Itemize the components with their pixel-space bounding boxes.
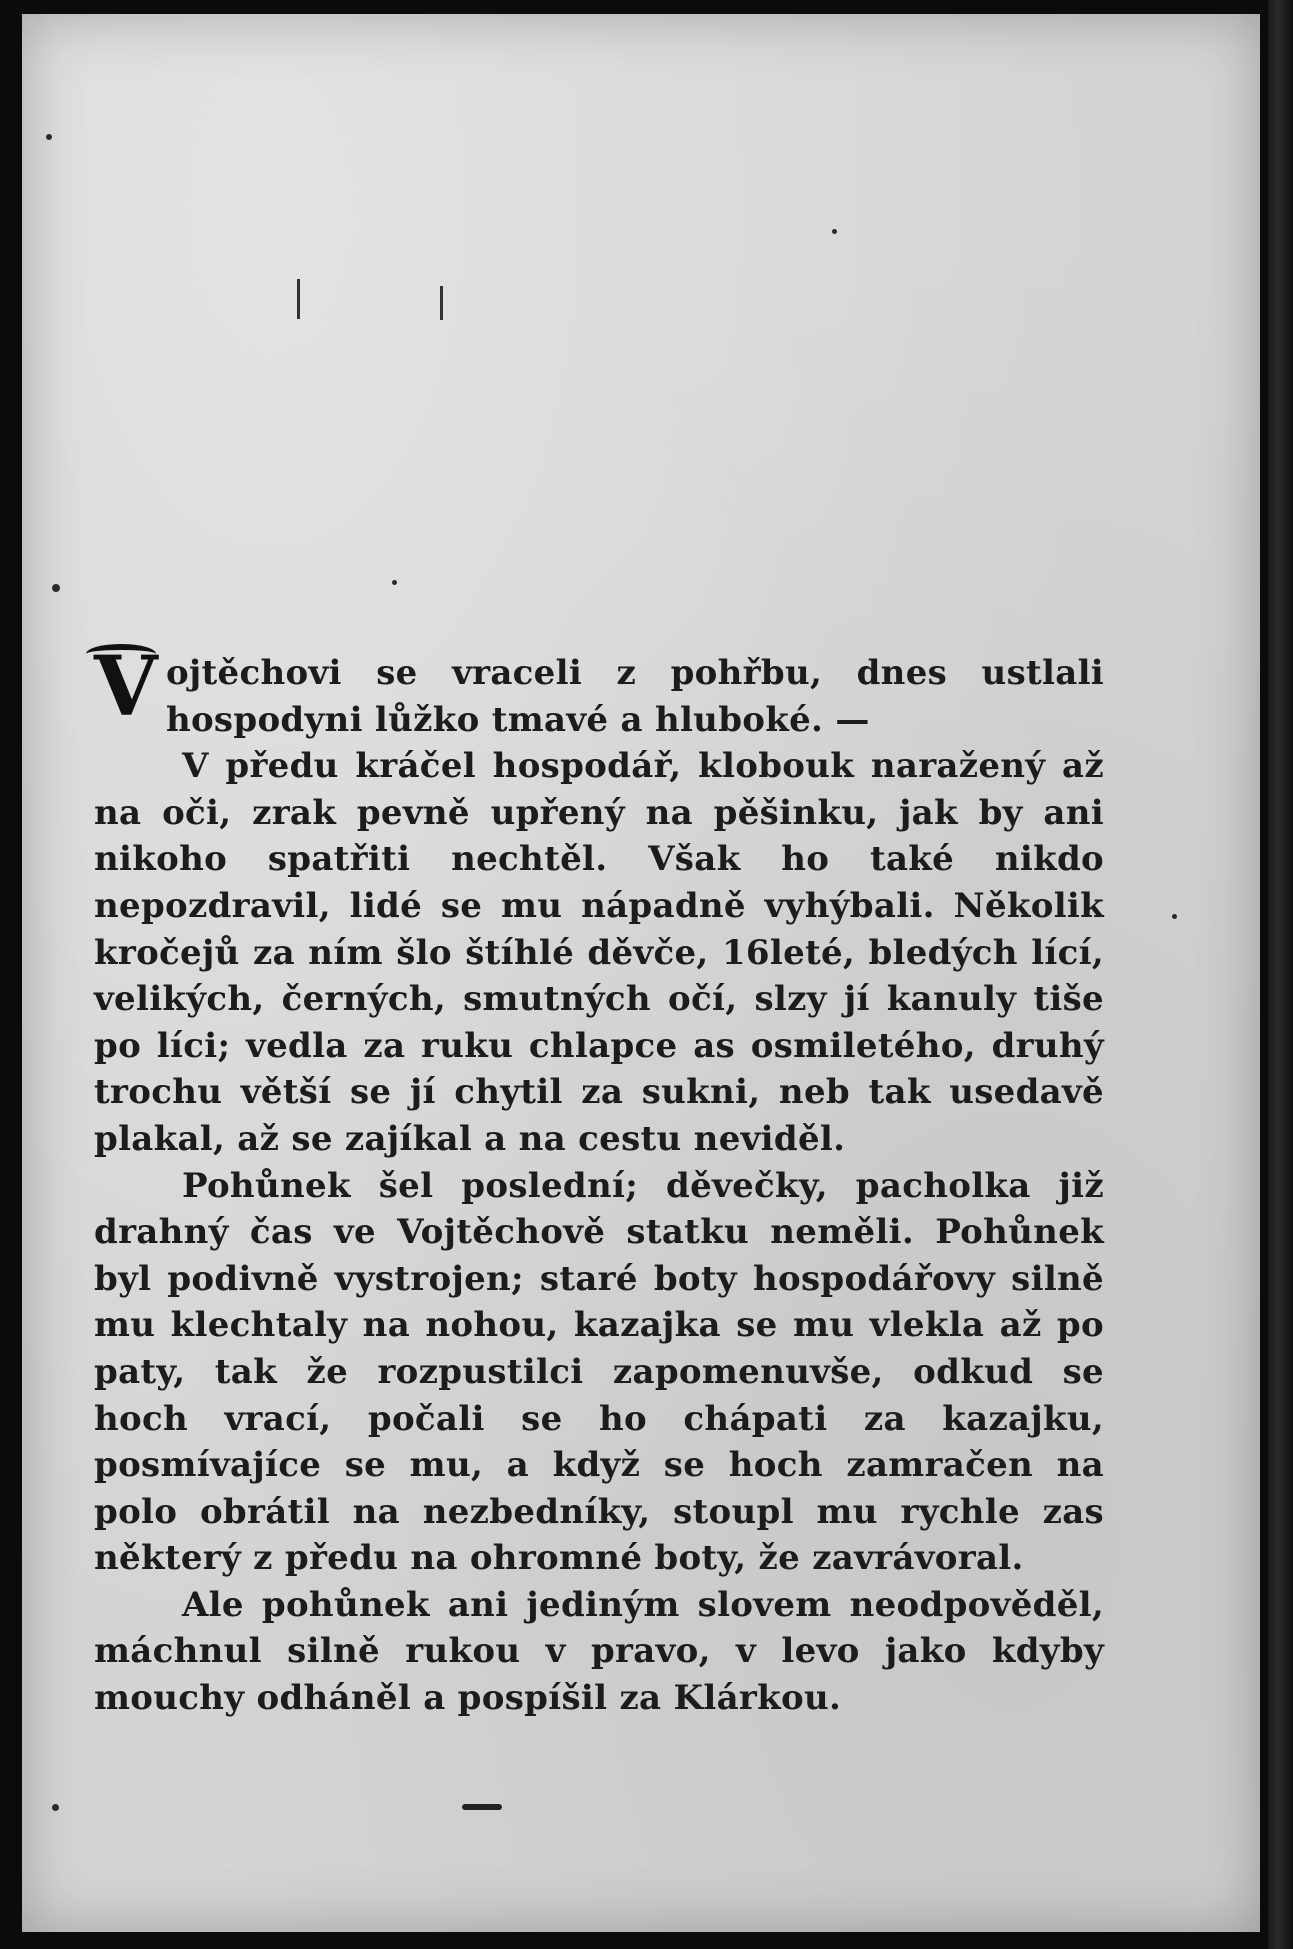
scan-mark [440, 286, 443, 320]
scan-mark [297, 279, 300, 319]
ink-speck [832, 229, 837, 234]
ink-speck [52, 1804, 59, 1811]
ink-speck [392, 580, 397, 585]
paragraph-1 [94, 639, 1104, 743]
tailpiece-ornament [462, 1804, 502, 1810]
paragraph-text: ojtěchovi se vraceli z pohřbu, dnes ustlali hospodyni lůžko tmavé a hluboké. — [165, 653, 1104, 740]
paragraph-2: V předu kráčel hospodář, klobouk naražený až na oči, zrak pevně upřený na pěšinku, jak by ani nikoho spatřiti nechtěl. Však ho také nikdo nepozdravil, lidé se mu nápadně vyhýbali. Několik kročejů za ním šlo štíhlé děvče, 16leté, bledých lící, velikých, černých, smutných očí, slzy jí kanuly tiše po líci; vedla za ruku chlapce as osmiletého, druhý trochu větší se jí chytil za sukni, neb tak usedavě plakal, až se zajíkal a na cestu neviděl. [94, 746, 1104, 1159]
drop-cap: V [94, 639, 158, 735]
body-text [94, 639, 1104, 1722]
ink-speck [1172, 914, 1177, 919]
ink-speck [52, 584, 60, 592]
scan-edge [1268, 0, 1293, 1949]
paragraph-4: Ale pohůnek ani jediným slovem neodpověděl, máchnul silně rukou v pravo, v levo jako kdyby mouchy odháněl a pospíšil za Klárkou. [94, 1584, 1104, 1719]
ink-speck [46, 134, 52, 140]
paragraph-3: Pohůnek šel poslední; děvečky, pacholka již drahný čas ve Vojtěchově statku neměli. Pohůnek byl podivně vystrojen; staré boty hospodářovy silně mu klechtaly na nohou, kazajka se mu vlekla až po paty, tak že rozpustilci zapomenuvše, odkud se hoch vrací, počali se ho chápati za kazajku, posmívajíce se mu, a když se hoch zamračen na polo obrátil na nezbedníky, stoupl mu rychle zas některý z předu na ohromné boty, že zavrávoral. [94, 1165, 1104, 1579]
book-page [22, 14, 1260, 1932]
